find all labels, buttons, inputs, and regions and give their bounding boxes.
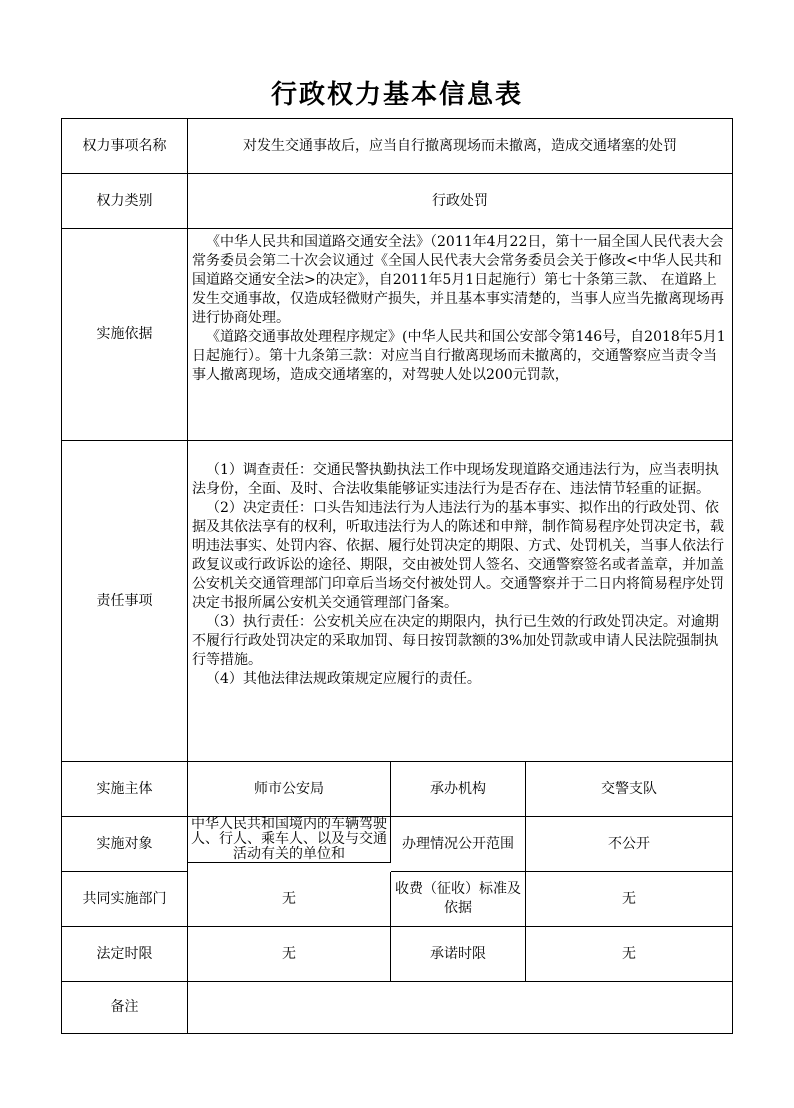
fee-standard-label: 收费（征收）标准及依据 xyxy=(391,872,526,927)
promised-limit-value: 无 xyxy=(526,927,732,982)
joint-department-label: 共同实施部门 xyxy=(62,872,188,927)
handling-agency-label: 承办机构 xyxy=(391,762,526,817)
legal-limit-value: 无 xyxy=(188,927,391,982)
basis-paragraph: 《道路交通事故处理程序规定》(中华人民共和国公安部令第146号，自2018年5月1日起施行）。第十九条第三款：对应当自行撤离现场而未撤离的，交通警察应当责令当事人撤离现场，造成交通堵塞的，对驾驶人处以200元罚款， xyxy=(192,329,726,383)
duties-paragraph: （4）其他法律法规政策规定应履行的责任。 xyxy=(206,671,481,687)
basis-content xyxy=(188,229,732,441)
basis-label: 实施依据 xyxy=(62,229,188,441)
target-value: 中华人民共和国境内的车辆驾驶人、行人、乘车人、以及与交通活动有关的单位和 xyxy=(188,817,391,863)
duties-paragraph: （2）决定责任：口头告知违法行为人违法行为的基本事实、拟作出的行政处罚、依据及其依法享有的权利，听取违法行为人的陈述和申辩，制作简易程序处罚决定书，载明违法事实、处罚内容、依据、履行处罚决定的期限、方式、处罚机关，当事人依法行政复议或行政诉讼的途径、期限，交由被处罚人签名、交通警察签名或者盖章，并加盖公安机关交通管理部门印章后当场交付被处罚人。交通警察并于二日内将简易程序处罚决定书报所属公安机关交通管理部门备案。 xyxy=(192,500,724,611)
power-category-label: 权力类别 xyxy=(62,174,188,229)
power-name-label: 权力事项名称 xyxy=(62,119,188,174)
legal-limit-label: 法定时限 xyxy=(62,927,188,982)
remark-value xyxy=(188,982,732,1033)
target-label: 实施对象 xyxy=(62,817,188,872)
promised-limit-label: 承诺时限 xyxy=(391,927,526,982)
fee-standard-value: 无 xyxy=(526,872,732,927)
power-name-value: 对发生交通事故后，应当自行撤离现场而未撤离，造成交通堵塞的处罚 xyxy=(188,119,732,174)
subject-label: 实施主体 xyxy=(62,762,188,817)
duties-paragraph: （1）调查责任：交通民警执勤执法工作中现场发现道路交通违法行为，应当表明执法身份，全面、及时、合法收集能够证实违法行为是否存在、违法情节轻重的证据。 xyxy=(192,462,719,497)
handling-agency-value: 交警支队 xyxy=(526,762,732,817)
duties-paragraph: （3）执行责任：公安机关应在决定的期限内，执行已生效的行政处罚决定。对逾期不履行行政处罚决定的采取加罚、每日按罚款额的3%加处罚款或申请人民法院强制执行等措施。 xyxy=(192,614,719,668)
subject-value: 师市公安局 xyxy=(188,762,391,817)
duties-content xyxy=(188,441,732,762)
disclosure-scope-label: 办理情况公开范围 xyxy=(391,817,526,872)
basis-paragraph: 《中华人民共和国道路交通安全法》（2011年4月22日，第十一届全国人民代表大会常务委员会第二十次会议通过《全国人民代表大会常务委员会关于修改<中华人民共和国道路交通安全法>的决定》，自2011年5月1日起施行）第七十条第三款、 在道路上发生交通事故，仅造成轻微财产损失，并且基本事实清楚的，当事人应当先撤离现场再进行协商处理。 xyxy=(192,234,724,326)
info-table xyxy=(61,118,733,1034)
duties-label: 责任事项 xyxy=(62,441,188,762)
power-category-value: 行政处罚 xyxy=(188,174,732,229)
joint-department-value: 无 xyxy=(188,872,391,927)
disclosure-scope-value: 不公开 xyxy=(526,817,732,872)
page-title: 行政权力基本信息表 xyxy=(270,80,523,110)
remark-label: 备注 xyxy=(62,982,188,1033)
